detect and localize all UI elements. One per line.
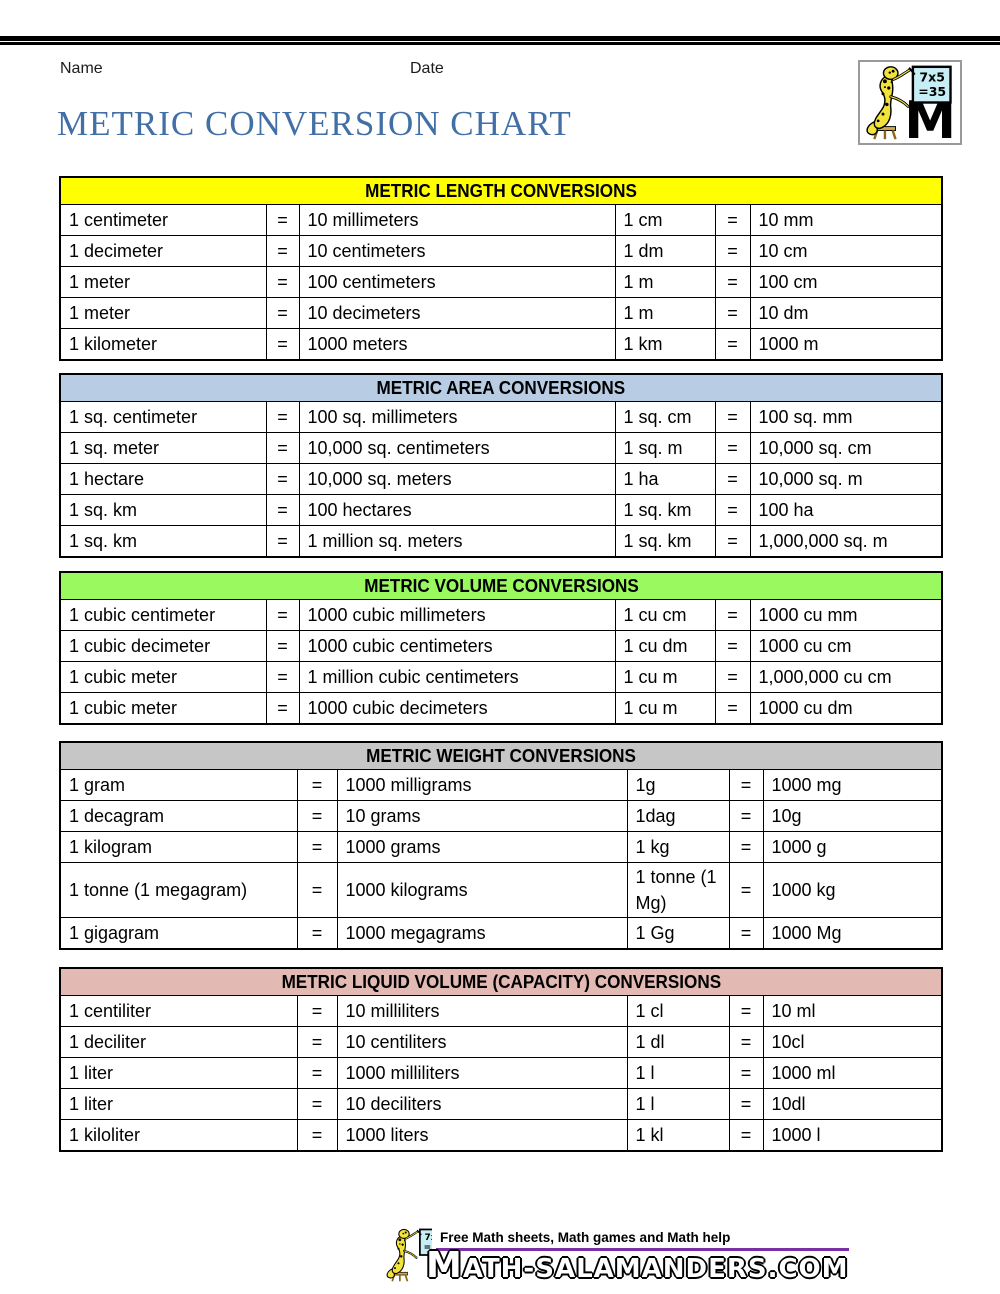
equals-sign: =	[297, 832, 337, 863]
conversion-cell: 1000 cubic centimeters	[299, 631, 615, 662]
page-top-rule	[0, 36, 1000, 45]
conversion-cell: 1000 cubic millimeters	[299, 600, 615, 631]
conversion-cell: 100 centimeters	[299, 267, 615, 298]
conversion-cell: 1 dm	[615, 236, 715, 267]
conversion-cell: 1000 Mg	[763, 918, 942, 950]
conversion-cell: 1 deciliter	[60, 1027, 297, 1058]
logo-m-letter: M	[904, 91, 957, 143]
equals-sign: =	[266, 693, 299, 725]
conversion-cell: 1000 cu cm	[750, 631, 942, 662]
conversion-cell: 1 hectare	[60, 464, 266, 495]
conversion-cell: 100 hectares	[299, 495, 615, 526]
brand-wordmark: MATH-SALAMANDERS.COM	[426, 1245, 849, 1286]
equals-sign: =	[715, 205, 750, 236]
footer-logo	[376, 1226, 432, 1284]
conversion-cell: 1 decagram	[60, 801, 297, 832]
table-row	[60, 1089, 942, 1120]
conversion-cell: 10 milliliters	[337, 996, 627, 1027]
table-row	[60, 832, 942, 863]
conversion-cell: 10,000 sq. m	[750, 464, 942, 495]
table-row	[60, 662, 942, 693]
conversion-cell: 1000 ml	[763, 1058, 942, 1089]
conversion-cell: 1,000,000 cu cm	[750, 662, 942, 693]
conversion-cell: 1 cl	[627, 996, 729, 1027]
table-title-text: METRIC LIQUID VOLUME (CAPACITY) CONVERSIONS	[281, 971, 721, 992]
conversion-cell: 10 dm	[750, 298, 942, 329]
conversion-cell: 1 meter	[60, 298, 266, 329]
table-row	[60, 329, 942, 361]
equals-sign: =	[715, 267, 750, 298]
conversion-cell: 1 sq. cm	[615, 402, 715, 433]
table-row	[60, 236, 942, 267]
name-label: Name	[60, 60, 103, 77]
conversion-cell: 1 sq. m	[615, 433, 715, 464]
equals-sign: =	[729, 863, 763, 918]
conversion-cell: 1 l	[627, 1089, 729, 1120]
conversion-cell: 1 liter	[60, 1058, 297, 1089]
table-title	[60, 968, 942, 996]
table-row	[60, 267, 942, 298]
conversion-cell: 1 m	[615, 267, 715, 298]
conversion-cell: 1 centimeter	[60, 205, 266, 236]
equals-sign: =	[266, 433, 299, 464]
conversion-cell: 100 sq. millimeters	[299, 402, 615, 433]
salamander-logo-icon	[860, 62, 960, 143]
metric-volume-table	[59, 571, 943, 725]
conversion-cell: 1 l	[627, 1058, 729, 1089]
conversion-cell: 1 sq. km	[60, 495, 266, 526]
conversion-cell: 10 grams	[337, 801, 627, 832]
equals-sign: =	[266, 526, 299, 558]
equals-sign: =	[297, 1058, 337, 1089]
conversion-cell: 10 cm	[750, 236, 942, 267]
conversion-cell: 1 cu dm	[615, 631, 715, 662]
conversion-cell: 10 centimeters	[299, 236, 615, 267]
conversion-cell: 10 ml	[763, 996, 942, 1027]
table-row	[60, 464, 942, 495]
conversion-cell: 1 cubic meter	[60, 662, 266, 693]
table-row	[60, 801, 942, 832]
equals-sign: =	[266, 298, 299, 329]
conversion-cell: 1000 kilograms	[337, 863, 627, 918]
table-title-text: METRIC LENGTH CONVERSIONS	[365, 180, 637, 201]
equals-sign: =	[266, 631, 299, 662]
equals-sign: =	[297, 863, 337, 918]
conversion-cell: 1 cubic decimeter	[60, 631, 266, 662]
conversion-cell: 100 sq. mm	[750, 402, 942, 433]
conversion-cell: 1 centiliter	[60, 996, 297, 1027]
equals-sign: =	[729, 996, 763, 1027]
equals-sign: =	[715, 464, 750, 495]
conversion-cell: 1000 cubic decimeters	[299, 693, 615, 725]
table-title	[60, 742, 942, 770]
conversion-cell: 1000 m	[750, 329, 942, 361]
equals-sign: =	[715, 298, 750, 329]
page-title: METRIC CONVERSION CHART	[57, 104, 572, 143]
conversion-cell: 1 kilometer	[60, 329, 266, 361]
conversion-cell: 1 gram	[60, 770, 297, 801]
equals-sign: =	[266, 495, 299, 526]
equals-sign: =	[266, 267, 299, 298]
table-row	[60, 770, 942, 801]
conversion-cell: 10dl	[763, 1089, 942, 1120]
conversion-cell: 1 m	[615, 298, 715, 329]
table-row	[60, 526, 942, 558]
conversion-cell: 1dag	[627, 801, 729, 832]
equals-sign: =	[715, 433, 750, 464]
table-row	[60, 298, 942, 329]
equals-sign: =	[729, 1058, 763, 1089]
conversion-cell: 10 deciliters	[337, 1089, 627, 1120]
conversion-cell: 1000 megagrams	[337, 918, 627, 950]
conversion-cell: 1000 l	[763, 1120, 942, 1152]
conversion-cell: 1 cu cm	[615, 600, 715, 631]
equals-sign: =	[297, 1089, 337, 1120]
conversion-cell: 1 liter	[60, 1089, 297, 1120]
conversion-cell: 1 Gg	[627, 918, 729, 950]
table-row	[60, 996, 942, 1027]
table-metric-area	[59, 373, 941, 558]
equals-sign: =	[266, 662, 299, 693]
equals-sign: =	[297, 996, 337, 1027]
table-row	[60, 495, 942, 526]
conversion-cell: 1000 milligrams	[337, 770, 627, 801]
equals-sign: =	[715, 329, 750, 361]
table-metric-volume	[59, 571, 941, 725]
conversion-cell: 1 kilogram	[60, 832, 297, 863]
table-row	[60, 600, 942, 631]
conversion-cell: 1 cubic meter	[60, 693, 266, 725]
equals-sign: =	[297, 1027, 337, 1058]
table-row	[60, 631, 942, 662]
conversion-cell: 1000 grams	[337, 832, 627, 863]
equals-sign: =	[715, 631, 750, 662]
table-row	[60, 863, 942, 918]
conversion-cell: 10,000 sq. cm	[750, 433, 942, 464]
corner-logo	[858, 60, 962, 145]
conversion-cell: 1 km	[615, 329, 715, 361]
conversion-cell: 1 million cubic centimeters	[299, 662, 615, 693]
footer-text-block	[426, 1230, 849, 1284]
conversion-cell: 1 tonne (1 megagram)	[60, 863, 297, 918]
equals-sign: =	[729, 770, 763, 801]
conversion-cell: 100 cm	[750, 267, 942, 298]
conversion-cell: 1 sq. km	[615, 526, 715, 558]
conversion-cell: 10 decimeters	[299, 298, 615, 329]
conversion-cell: 1,000,000 sq. m	[750, 526, 942, 558]
conversion-cell: 1000 cu dm	[750, 693, 942, 725]
equals-sign: =	[729, 832, 763, 863]
conversion-cell: 1000 meters	[299, 329, 615, 361]
equals-sign: =	[715, 662, 750, 693]
equals-sign: =	[729, 801, 763, 832]
conversion-cell: 1 cm	[615, 205, 715, 236]
conversion-cell: 1 sq. km	[60, 526, 266, 558]
metric-length-table	[59, 176, 943, 361]
table-row	[60, 402, 942, 433]
conversion-cell: 10 millimeters	[299, 205, 615, 236]
table-row	[60, 1058, 942, 1089]
equals-sign: =	[266, 402, 299, 433]
equals-sign: =	[297, 801, 337, 832]
date-label: Date	[410, 60, 444, 77]
equals-sign: =	[266, 464, 299, 495]
metric-liquid-volume-table	[59, 967, 943, 1152]
footer	[376, 1226, 849, 1284]
equals-sign: =	[266, 600, 299, 631]
conversion-cell: 100 ha	[750, 495, 942, 526]
conversion-cell: 1 cu m	[615, 662, 715, 693]
equals-sign: =	[729, 918, 763, 950]
equals-sign: =	[729, 1089, 763, 1120]
conversion-cell: 10g	[763, 801, 942, 832]
conversion-cell: 1 million sq. meters	[299, 526, 615, 558]
conversion-cell: 1 kiloliter	[60, 1120, 297, 1152]
equals-sign: =	[715, 526, 750, 558]
table-title-text: METRIC VOLUME CONVERSIONS	[363, 575, 639, 596]
equals-sign: =	[297, 770, 337, 801]
table-row	[60, 205, 942, 236]
equals-sign: =	[715, 600, 750, 631]
conversion-cell: 1 sq. centimeter	[60, 402, 266, 433]
conversion-cell: 1000 cu mm	[750, 600, 942, 631]
table-title	[60, 572, 942, 600]
footer-tagline: Free Math sheets, Math games and Math help	[440, 1230, 731, 1245]
table-row	[60, 693, 942, 725]
conversion-cell: 1 sq. km	[615, 495, 715, 526]
conversion-cell: 1 cu m	[615, 693, 715, 725]
conversion-cell: 1 decimeter	[60, 236, 266, 267]
equals-sign: =	[715, 693, 750, 725]
equals-sign: =	[266, 329, 299, 361]
footer-salamander-icon	[376, 1226, 432, 1284]
table-row	[60, 918, 942, 950]
equals-sign: =	[729, 1027, 763, 1058]
table-row	[60, 1027, 942, 1058]
conversion-cell: 1000 kg	[763, 863, 942, 918]
conversion-cell: 10,000 sq. meters	[299, 464, 615, 495]
equals-sign: =	[297, 918, 337, 950]
conversion-cell: 1 tonne (1 Mg)	[627, 863, 729, 918]
table-row	[60, 1120, 942, 1152]
table-metric-liquid-volume	[59, 967, 941, 1152]
conversion-cell: 1000 milliliters	[337, 1058, 627, 1089]
metric-area-table	[59, 373, 943, 558]
table-metric-length	[59, 176, 941, 361]
conversion-cell: 1000 mg	[763, 770, 942, 801]
table-row	[60, 433, 942, 464]
conversion-cell: 10,000 sq. centimeters	[299, 433, 615, 464]
conversion-cell: 1 ha	[615, 464, 715, 495]
table-title-text: METRIC AREA CONVERSIONS	[376, 377, 626, 398]
equals-sign: =	[266, 205, 299, 236]
conversion-cell: 1 cubic centimeter	[60, 600, 266, 631]
conversion-cell: 1 sq. meter	[60, 433, 266, 464]
conversion-cell: 1 kg	[627, 832, 729, 863]
conversion-cell: 1 meter	[60, 267, 266, 298]
equals-sign: =	[297, 1120, 337, 1152]
conversion-cell: 1 kl	[627, 1120, 729, 1152]
table-title	[60, 177, 942, 205]
conversion-cell: 1000 liters	[337, 1120, 627, 1152]
metric-weight-table	[59, 741, 943, 950]
conversion-cell: 10 centiliters	[337, 1027, 627, 1058]
conversion-cell: 1000 g	[763, 832, 942, 863]
equals-sign: =	[729, 1120, 763, 1152]
table-title-text: METRIC WEIGHT CONVERSIONS	[366, 745, 636, 766]
table-metric-weight	[59, 741, 941, 950]
table-title	[60, 374, 942, 402]
equals-sign: =	[715, 236, 750, 267]
equals-sign: =	[715, 495, 750, 526]
conversion-cell: 1 dl	[627, 1027, 729, 1058]
equals-sign: =	[266, 236, 299, 267]
conversion-cell: 1g	[627, 770, 729, 801]
conversion-cell: 1 gigagram	[60, 918, 297, 950]
conversion-cell: 10 mm	[750, 205, 942, 236]
equals-sign: =	[715, 402, 750, 433]
conversion-cell: 10cl	[763, 1027, 942, 1058]
